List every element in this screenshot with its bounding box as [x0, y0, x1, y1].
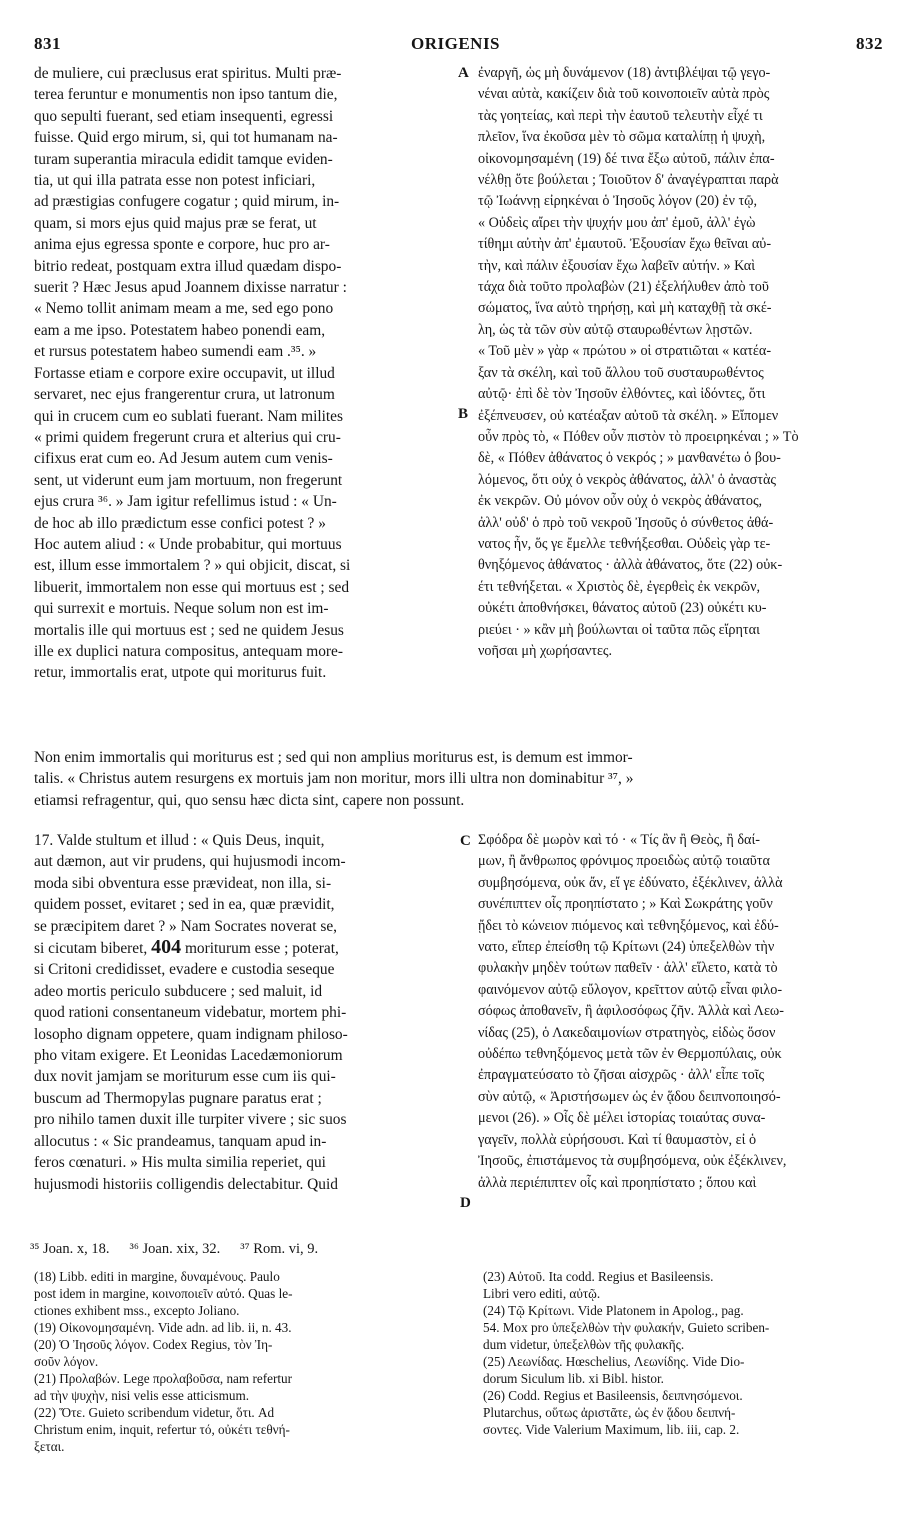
text-line: pho vitam exigere. Et Leonidas Lacedæmoniorum	[34, 1047, 343, 1065]
footnote-line: ctiones exhibent mss., excepto Joliano.	[34, 1303, 240, 1318]
text-line: νίδας (25), ὁ Λακεδαιμονίων στρατηγὸς, εἰδὼς ὅσον	[478, 1024, 776, 1041]
scripture-reference: ³⁵ Joan. x, 18.	[30, 1241, 110, 1257]
text-line: τὴν, καὶ πάλιν ἐξουσίαν ἔχω λαβεῖν αὐτήν. » Καὶ	[478, 257, 756, 274]
footnote-line: (21) Προλαβών. Lege προλαβοῦσα, nam refertur	[34, 1371, 292, 1386]
text-line: νατο, εἴπερ ἐπείσθη τῷ Κρίτωνι (24) ὑπεξελθὼν τὴν	[478, 939, 775, 956]
text-line: cifixus erat cum eo. Ad Jesum autem cum venis-	[34, 450, 333, 468]
text-line: νέλθῃ ὅτε βούλεται ; Τοιοῦτον δ' ἀναγέγραπται παρὰ	[478, 172, 779, 189]
text-line: Ἰησοῦς, ἐπιστάμενος τὰ συμβησόμενα, οὐκ ἐξέκλινεν,	[478, 1153, 787, 1170]
latin-column-upper	[34, 63, 454, 684]
scripture-references	[30, 1241, 470, 1258]
footnotes-right	[483, 1268, 888, 1438]
footnote-line: ad τὴν ψυχὴν, nisi velis esse atticismum.	[34, 1388, 250, 1403]
text-line: σὺν αὐτῷ, « Ἀριστήσωμεν ὡς ἐν ᾅδου δειπνοποιησό-	[478, 1088, 781, 1105]
text-line: τὰς γοητείας, καὶ περὶ τὴν ἑαυτοῦ τελευτὴν εἶχέ τι	[478, 107, 763, 124]
text-line: σώματος, ἵνα αὐτὸ τηρήσῃ, καὶ μὴ καταχθῇ τὰ σκέ-	[478, 300, 772, 317]
text-line: « Οὐδεὶς αἴρει τὴν ψυχήν μου ἀπ' ἐμοῦ, ἀλλ' ἐγὼ	[478, 214, 756, 231]
text-line: terea feruntur e monumentis non ipso tantum die,	[34, 86, 338, 104]
text-line: turam superantia miracula edidit tamque eviden-	[34, 150, 333, 168]
text-line: si cicutam biberet, 404 moriturum esse ; poterat,	[34, 937, 339, 959]
text-line: mortalis ille qui mortuus est ; sed ne quidem Jesus	[34, 621, 344, 639]
text-line: est, illum esse immortalem ? » qui objicit, discat, si	[34, 557, 351, 575]
latin-column-lower	[34, 830, 454, 1195]
text-line: έτι τεθνήξεται. « Χριστὸς δὲ, ἐγερθεὶς ἐκ νεκρῶν,	[478, 578, 761, 595]
text-line: δὲ, « Πόθεν ἀθάνατος ὁ νεκρός ; » μανθανέτω ὁ βου-	[478, 450, 781, 467]
footnote-line: (19) Οἰκονομησαμένη. Vide adn. ad lib. ii, n. 43.	[34, 1320, 292, 1335]
text-line: de hoc ab illo prædictum esse confici potest ? »	[34, 514, 326, 532]
text-line: buscum ad Thermopylas pugnare paratus erat ;	[34, 1089, 322, 1107]
text-line: et rursus potestatem habeo sumendi eam .³⁵. »	[34, 343, 317, 361]
text-line: se præcipitem daret ? » Nam Socrates noverat se,	[34, 917, 338, 935]
text-line: μενοι (26). » Οἷς δὲ μέλει ἱστορίας τοιαύτας συνα-	[478, 1110, 766, 1127]
text-line: ἀλλὰ περιέπιπτεν οἷς καὶ προηπίστατο ; ὅπου καὶ	[478, 1174, 757, 1191]
footnote-line: σοῦν λόγον.	[34, 1354, 99, 1369]
footnote-line: dum videtur, ὑπεξελθὼν τῆς φυλακῆς.	[483, 1337, 685, 1352]
text-line: suerit ? Hæc Jesus apud Joannem dixisse narratur :	[34, 279, 347, 297]
text-line: pro nihilo tamen duxit ille turpiter vivere ; sic suos	[34, 1111, 347, 1129]
text-line: οὐδέπω τεθνηξόμενος μετὰ τῶν ἐν Θερμοπύλαις, οὐκ	[478, 1046, 782, 1063]
scripture-reference: ³⁶ Joan. xix, 32.	[129, 1241, 221, 1257]
footnote-line: Plutarchus, οὕτως ἀριστᾶτε, ὡς ἐν ᾅδου δειπνή-	[483, 1405, 736, 1420]
column-number-marker: 404	[151, 937, 182, 959]
text-line: συμβησόμενα, οὐκ ἄν, εἴ γε ἐδύνατο, ἐξέκλινεν, ἀλλὰ	[478, 874, 783, 891]
footnote-line: (23) Αὐτοῦ. Ita codd. Regius et Basileensis.	[483, 1269, 714, 1284]
text-line: talis. « Christus autem resurgens ex mortuis jam non moritur, mors illi ultra non dominabitur ³⁷, »	[34, 770, 634, 788]
text-line: νοῆσαι μὴ χωρήσαντες.	[478, 642, 613, 659]
footnote-line: dorum Siculum lib. xi Bibl. histor.	[483, 1371, 664, 1386]
running-title: ORIGENIS	[410, 34, 501, 53]
greek-column-lower	[478, 830, 886, 1194]
text-line: Σφόδρα δὲ μωρὸν καὶ τό · « Τίς ἂν ἢ Θεὸς, ἢ δαί-	[478, 832, 761, 848]
text-line: hujusmodi historiis colligendis delectabitur. Quid	[34, 1175, 338, 1193]
text-line: qui surrexit e mortuis. Neque solum non est im-	[34, 600, 329, 618]
text-line: νατος ἦν, ὅς γε ἔμελλε τεθνήξεσθαι. Οὐδεὶς γὰρ τε-	[478, 535, 771, 552]
text-line: quam, si mors ejus quid majus præ se ferat, ut	[34, 214, 317, 232]
text-line: dux novit jamjam se moriturum esse cum iis qui-	[34, 1068, 336, 1086]
text-line: etiamsi refragentur, qui, quo sensu hæc dicta sint, capere non possunt.	[34, 791, 465, 809]
text-line: μων, ἢ ἄνθρωπος φρόνιμος προειδὼς αὐτῷ τοιαῦτα	[478, 853, 770, 870]
text-line: ᾔδει τὸ κώνειον πιόμενος καὶ τεθνηξόμενος, καὶ ἐδύ-	[478, 917, 779, 934]
text-line: λόμενος, ὅτι οὐχ ὁ νεκρὸς ἀθάνατος, ἀλλ' ὁ ἀναστὰς	[478, 471, 777, 488]
text-line: « Τοῦ μὲν » γὰρ « πρώτου » οἱ στρατιῶται « κατέα-	[478, 343, 772, 360]
text-line: ξαν τὰ σκέλη, καὶ τοῦ ἄλλου τοῦ συσταυρωθέντος	[478, 364, 764, 381]
footnote-line: (18) Libb. editi in margine, δυναμένους. Paulo	[34, 1269, 280, 1284]
text-line: οὐκέτι ἀποθνήσκει, θάνατος αὐτοῦ (23) οὐκέτι κυ-	[478, 600, 767, 617]
text-line: libuerit, immortalem non esse qui mortuus est ; sed	[34, 578, 350, 596]
text-line: πλεῖον, ἵνα ἐκοῦσα μὲν τὸ σῶμα καταλίπῃ ἡ ψυχὴ,	[478, 129, 766, 146]
text-line: bitrio redeat, postquam extra illud quædam dispo-	[34, 257, 342, 275]
text-line: de muliere, cui præclusus erat spiritus. Multi præ-	[34, 65, 342, 82]
scripture-reference: ³⁷ Rom. vi, 9.	[240, 1241, 319, 1257]
text-line: servaret, nec ejus frangerentur crura, ut latronum	[34, 386, 335, 404]
text-line: 17. Valde stultum et illud : « Quis Deus, inquit,	[34, 832, 325, 849]
text-line: τῷ Ἰωάννῃ εἰρηκέναι ὁ Ἰησοῦς λόγον (20) ἐν τῷ,	[478, 193, 758, 210]
text-line: ἐκ νεκρῶν. Οὐ μόνον οὖν οὐχ ὁ νεκρὸς ἀθάνατος,	[478, 493, 763, 510]
footnote-line: Christum enim, inquit, refertur τό, οὐκέτι τεθνή-	[34, 1422, 290, 1437]
text-line: moda sibi obventura esse prævideat, non illa, si-	[34, 874, 332, 892]
text-line: aut dæmon, aut vir prudens, qui hujusmodi incom-	[34, 853, 346, 871]
text-line: συνέπιπτεν οἷς προηπίστατο ; » Καὶ Σωκράτης γοῦν	[478, 896, 773, 913]
text-line: σόφως ἀποθανεῖν, ἢ ἀφιλοσόφως ζῆν. Ἀλλὰ καὶ Λεω-	[478, 1003, 784, 1020]
text-line: anima ejus egressa sponte e corpore, huc pro ar-	[34, 236, 330, 254]
text-line: Non enim immortalis qui moriturus est ; sed qui non amplius moriturus est, is demum est immor-	[34, 749, 633, 766]
text-line: οὖν πρὸς τὸ, « Πόθεν οὖν πιστὸν τὸ προειρηκέναι ; » Τὸ	[478, 428, 799, 445]
text-line: ad præstigias confugere cogatur ; quid mirum, in-	[34, 193, 340, 211]
text-line: qui in crucem cum eo sublati fuerant. Nam milites	[34, 407, 344, 425]
text-line: ἐπραγματεύσατο τὸ ζῆσαι αἰσχρῶς · ἀλλ' εἶπε τοῖς	[478, 1067, 765, 1084]
footnote-line: 54. Mox pro ὑπεξελθὼν τὴν φυλακήν, Guieto scriben-	[483, 1320, 770, 1335]
section-marker-a: A	[458, 65, 469, 81]
text-line: νέναι αὐτὰ, κακίζειν διὰ τοῦ κοινοποιεῖν αὐτὰ πρὸς	[478, 86, 770, 103]
latin-full-width-passage	[34, 747, 889, 811]
text-line: τίθημι αὐτὴν ἀπ' ἐμαυτοῦ. Ἐξουσίαν ἔχω θεῖναι αὐ-	[478, 236, 772, 253]
section-marker-d: D	[460, 1195, 471, 1211]
text-line: ἐναργῆ, ὡς μὴ δυνάμενον (18) ἀντιβλέψαι τῷ γεγο-	[478, 65, 771, 81]
section-marker-b: B	[458, 406, 469, 422]
text-line: γαγεῖν, πολλὰ εὑρήσουσι. Καὶ τί θαυμαστὸν, εἰ ὁ	[478, 1131, 757, 1148]
text-line: θνηξόμενος ἀθάνατος · ἀλλὰ ἀθάνατος, ὅτε (22) οὐκ-	[478, 557, 783, 574]
text-line: ejus crura ³⁶. » Jam igitur refellimus istud : « Un-	[34, 493, 337, 511]
text-line: quod rationi consentaneum videbatur, mortem phi-	[34, 1004, 347, 1022]
footnote-line: (26) Codd. Regius et Basileensis, δειπνησόμενοι.	[483, 1388, 743, 1403]
footnote-line: (22) Ὅτε. Guieto scribendum videtur, ὅτι. Ad	[34, 1405, 275, 1420]
section-marker-c: C	[460, 833, 471, 849]
text-line: losopho dignam oppetere, quam indignam philoso-	[34, 1025, 348, 1043]
text-line: οἰκονομησαμένη (19) δέ τινα ἔξω αὐτοῦ, πάλιν ἐπα-	[478, 150, 775, 167]
right-page-number: 832	[856, 34, 883, 53]
text-line: quo sepulti fuerant, sed etiam insequenti, egressi	[34, 107, 334, 125]
text-line: Hoc autem aliud : « Unde probabitur, qui mortuus	[34, 535, 342, 553]
footnote-line: σοντες. Vide Valerium Maximum, lib. iii, cap. 2.	[483, 1422, 740, 1437]
text-line: τάχα διὰ τοῦτο προλαβὼν (21) ἐξελήλυθεν ἀπὸ τοῦ	[478, 279, 769, 296]
text-line: « primi quidem fregerunt crura et alterius qui cru-	[34, 428, 341, 446]
text-line: φυλακὴν μηδὲν τούτων παθεῖν · ἀλλ' εἵλετο, κατὰ τὸ	[478, 960, 778, 977]
footnote-line: (20) Ὁ Ἰησοῦς λόγον. Codex Regius, τὸν Ἰη-	[34, 1337, 273, 1352]
text-line: adeo mortis periculo subducere ; sed maluit, id	[34, 982, 323, 1000]
text-line: quidem posset, evitaret ; sed in ea, quæ prævidit,	[34, 896, 335, 914]
text-line: ἀλλ' οὐδ' ὁ πρὸ τοῦ νεκροῦ Ἰησοῦς ὁ σύνθετος ἀθά-	[478, 514, 774, 531]
text-line: φαινόμενον αὐτῷ εὔλογον, κρεῖττον αὐτῷ εἶναι φιλο-	[478, 981, 783, 998]
footnote-line: Libri vero editi, αὐτῷ.	[483, 1286, 601, 1301]
text-line: ριεύει · » κἂν μὴ βούλωνται οἱ ταῦτα πῶς εἴρηται	[478, 621, 760, 638]
text-line: tia, ut qui illa patrata esse non potest inficiari,	[34, 172, 316, 190]
footnote-line: (24) Τῷ Κρίτωνι. Vide Platonem in Apolog., pag.	[483, 1303, 744, 1318]
footnote-line: (25) Λεωνίδας. Hœschelius, Λεωνίδης. Vide Dio-	[483, 1354, 745, 1369]
greek-column-upper	[478, 63, 886, 662]
text-line: feros cœnaturi. » His multa similia reperiet, qui	[34, 1154, 326, 1172]
text-line: « Nemo tollit animam meam a me, sed ego pono	[34, 300, 334, 318]
text-line: retur, immortalis erat, utpote qui moriturus fuit.	[34, 664, 327, 682]
text-line: Fortasse etiam e corpore exire occupavit, ut illud	[34, 364, 335, 382]
text-line: si Critoni credidisset, evadere e custodia seseque	[34, 961, 335, 979]
left-page-number: 831	[34, 34, 61, 53]
text-line: sent, ut viderunt eum jam mortuum, non fregerunt	[34, 471, 343, 489]
text-line: ἐξέπνευσεν, οὐ κατέαξαν αὐτοῦ τὰ σκέλη. » Εἴπομεν	[478, 407, 779, 424]
footnotes-left	[34, 1268, 459, 1455]
text-line: fuisse. Quid ergo mirum, si, qui tot humanam na-	[34, 129, 338, 147]
footnote-line: ξεται.	[34, 1439, 65, 1454]
text-line: ille ex duplici natura compositus, antequam more-	[34, 642, 344, 660]
text-line: allocutus : « Sic prandeamus, tanquam apud in-	[34, 1132, 327, 1150]
text-line: αὐτῷ· ἐπὶ δὲ τὸν Ἰησοῦν ἐλθόντες, καὶ ἰδόντες, ὅτι	[478, 386, 766, 403]
text-line: λη, ὡς τὰ τῶν σὺν αὐτῷ σταυρωθέντων λῃστῶν.	[478, 321, 753, 338]
footnote-line: post idem in margine, κοινοποιεῖν αὐτό. Quas le-	[34, 1286, 293, 1301]
text-line: eam a me ipso. Potestatem habeo ponendi eam,	[34, 321, 326, 339]
